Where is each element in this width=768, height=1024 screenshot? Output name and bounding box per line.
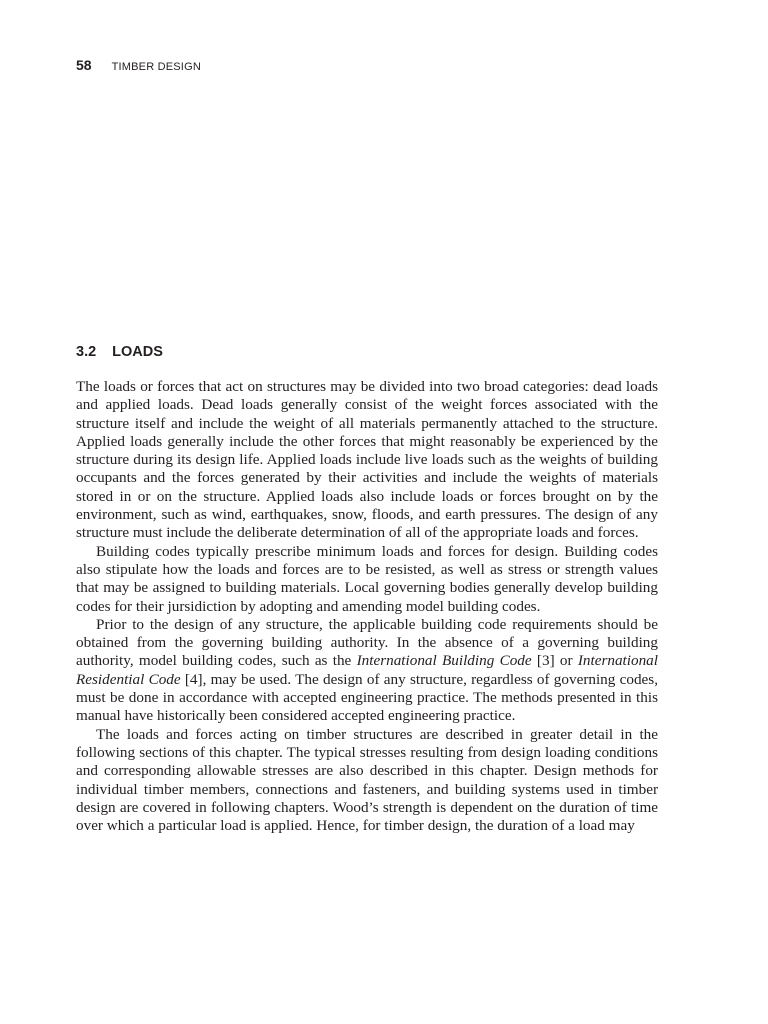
running-head: TIMBER DESIGN	[111, 61, 201, 73]
paragraph-3	[76, 616, 658, 726]
section-title: LOADS	[112, 344, 163, 360]
body-text	[76, 378, 658, 835]
irc-title: International Residential Code	[76, 652, 658, 688]
section-heading	[76, 344, 163, 360]
paragraph-3-text-c: [4], may be used. The design of any structure, regardless of governing codes, must be done in accordance with accepted engineering practice. The methods presented in this manual have historically been considered accepted engineering practice.	[76, 670, 658, 725]
paragraph-4: The loads and forces acting on timber structures are described in greater detail in the following sections of this chapter. The typical stresses resulting from design loading conditions and corresponding allowable stresses are also described in this chapter. Design methods for individual timber members, connections and fasteners, and building systems used in timber design are covered in following chapters. Wood’s strength is dependent on the duration of time over which a particular load is applied. Hence, for timber design, the duration of a load may	[76, 725, 658, 835]
paragraph-1: The loads or forces that act on structures may be divided into two broad categories: dead loads and applied loads. Dead loads generally consist of the weight forces associated with the structure itself and include the weight of all materials permanently attached to the structure. Applied loads generally include the other forces that might reasonably be experienced by the structure during its design life. Applied loads include live loads such as the weights of building occupants and the forces generated by their activities and include the weights of materials stored in or on the structure. Applied loads also include loads or forces brought on by the environment, such as wind, earthquakes, snow, floods, and earth pressures. The design of any structure must include the deliberate determination of all of the appropriate loads and forces.	[76, 378, 658, 542]
ibc-title: International Building Code	[356, 652, 532, 670]
paragraph-2: Building codes typically prescribe minimum loads and forces for design. Building codes also stipulate how the loads and forces are to be resisted, as well as stress or strength values that may be assigned to building materials. Local governing bodies generally develop building codes for their jursidiction by adopting and amending model building codes.	[76, 542, 658, 615]
paragraph-3-text-b: [3] or	[531, 652, 578, 670]
page-header	[76, 57, 201, 73]
section-number: 3.2	[76, 344, 97, 360]
paragraph-3-text-a: Prior to the design of any structure, the applicable building code requirements should be obtained from the governing building authority. In the absence of a governing building authority, model building codes, such as the	[76, 615, 658, 670]
page-number: 58	[76, 57, 92, 73]
